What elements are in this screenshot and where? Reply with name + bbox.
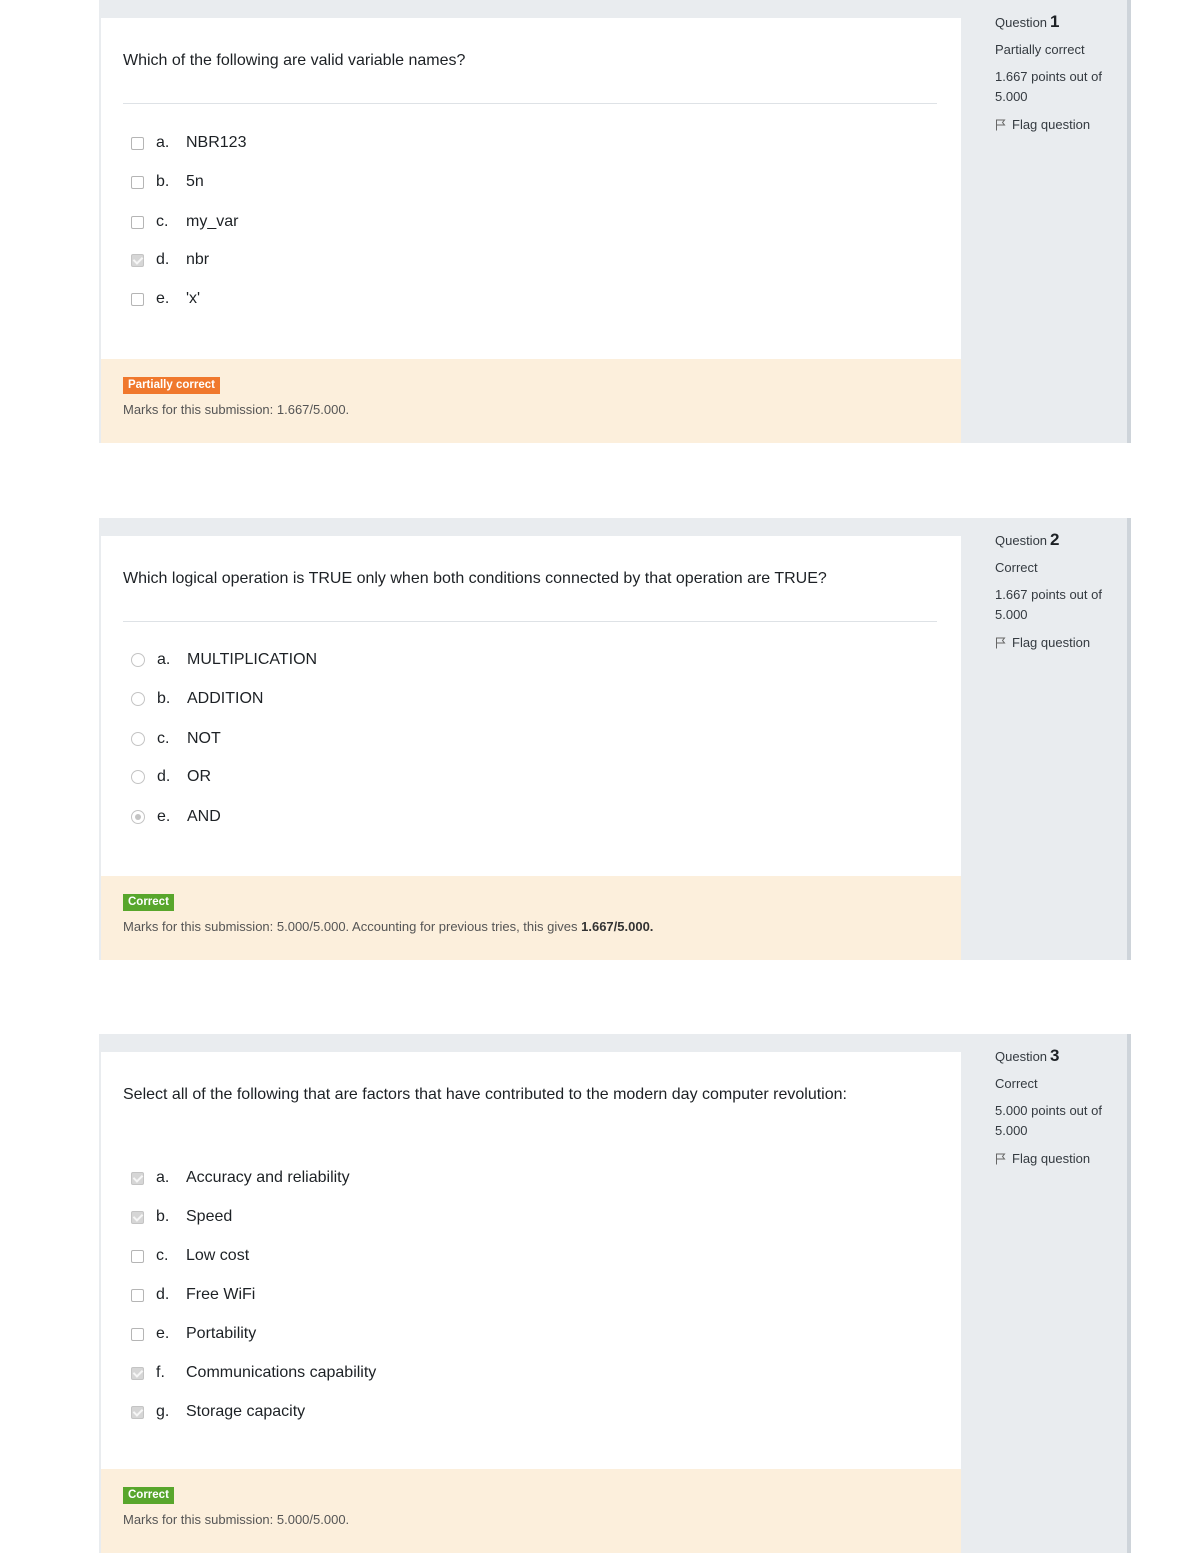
answer-option[interactable]	[131, 249, 209, 271]
question-info	[995, 12, 1125, 132]
divider	[123, 621, 937, 622]
flag-icon	[995, 1153, 1006, 1165]
flag-icon	[995, 119, 1006, 131]
answer-letter: a.	[156, 1169, 170, 1186]
question-content	[101, 18, 961, 443]
answer-letter: a.	[157, 651, 171, 668]
radio-button[interactable]	[131, 770, 145, 784]
marks-text: Marks for this submission: 1.667/5.000.	[123, 402, 350, 417]
answer-text: MULTIPLICATION	[187, 651, 318, 668]
radio-button[interactable]	[131, 653, 145, 667]
answer-option[interactable]	[131, 1245, 249, 1267]
question-state: Partially correct	[995, 42, 1085, 57]
divider	[123, 103, 937, 104]
question-number: 1	[1050, 12, 1060, 31]
answer-letter: d.	[157, 768, 171, 785]
answer-option[interactable]	[131, 1284, 255, 1306]
checkbox-checked[interactable]	[131, 1406, 144, 1419]
answer-text: OR	[187, 768, 211, 785]
answer-letter: e.	[156, 290, 170, 307]
answer-text: my_var	[186, 213, 239, 230]
flag-label[interactable]: Flag question	[1012, 1151, 1091, 1166]
checkbox-checked[interactable]	[131, 1172, 144, 1185]
question-grade: 1.667 points out of 5.000	[995, 587, 1102, 622]
status-badge: Partially correct	[123, 377, 220, 394]
answer-letter: b.	[156, 173, 170, 190]
answer-text: Free WiFi	[186, 1286, 256, 1303]
question-text: Which logical operation is TRUE only when both conditions connected by that operation are TRUE?	[123, 570, 827, 587]
question-label: Question	[995, 15, 1048, 30]
feedback-panel	[101, 876, 961, 960]
answer-letter: c.	[156, 213, 169, 230]
answer-text: Portability	[186, 1325, 257, 1342]
answer-text: ADDITION	[187, 690, 264, 707]
answer-letter: a.	[156, 134, 170, 151]
answer-text: AND	[187, 808, 221, 825]
radio-button[interactable]	[131, 692, 145, 706]
status-badge: Correct	[123, 1487, 174, 1504]
answer-text: 'x'	[186, 290, 201, 307]
answer-option[interactable]	[131, 211, 238, 233]
answer-letter: e.	[157, 808, 171, 825]
answer-letter: c.	[157, 730, 170, 747]
checkbox-checked[interactable]	[131, 254, 144, 267]
answer-text: NOT	[187, 730, 221, 747]
answer-letter: c.	[156, 1247, 169, 1264]
radio-button[interactable]	[131, 732, 145, 746]
answer-text: Speed	[186, 1208, 233, 1225]
checkbox[interactable]	[131, 137, 144, 150]
checkbox[interactable]	[131, 293, 144, 306]
question-text: Select all of the following that are factors that have contributed to the modern day computer revolution:	[123, 1086, 847, 1103]
answer-text: NBR123	[186, 134, 247, 151]
answer-letter: b.	[156, 1208, 170, 1225]
answer-letter: b.	[157, 690, 171, 707]
answer-option[interactable]	[131, 1167, 350, 1189]
answer-text: Accuracy and reliability	[186, 1169, 350, 1186]
flag-question[interactable]	[995, 1151, 1125, 1166]
answer-option[interactable]	[131, 688, 263, 710]
checkbox-checked[interactable]	[131, 1211, 144, 1224]
marks-text	[123, 919, 653, 934]
checkbox-checked[interactable]	[131, 1367, 144, 1380]
question-info	[995, 1046, 1125, 1166]
feedback-panel	[101, 1469, 961, 1553]
question-content	[101, 1052, 961, 1553]
answer-text: nbr	[186, 251, 210, 268]
answer-letter: d.	[156, 1286, 170, 1303]
flag-label[interactable]: Flag question	[1012, 635, 1091, 650]
question-number: 2	[1050, 530, 1060, 549]
question-state: Correct	[995, 1076, 1038, 1091]
answer-option[interactable]	[131, 171, 204, 193]
checkbox[interactable]	[131, 176, 144, 189]
answer-option[interactable]	[131, 766, 211, 788]
answer-text: Storage capacity	[186, 1403, 306, 1420]
marks-text-total: 1.667/5.000.	[581, 919, 654, 934]
answer-text: Low cost	[186, 1247, 250, 1264]
question-grade: 5.000 points out of 5.000	[995, 1103, 1102, 1138]
answer-letter: g.	[156, 1403, 170, 1420]
answer-letter: f.	[156, 1364, 165, 1381]
question-2	[99, 518, 1131, 960]
feedback-panel	[101, 359, 961, 443]
status-badge: Correct	[123, 894, 174, 911]
answer-option[interactable]	[131, 649, 317, 671]
radio-button-selected[interactable]	[131, 810, 145, 824]
question-label: Question	[995, 533, 1048, 548]
marks-text-main: Marks for this submission: 5.000/5.000. Accounting for previous tries, this gives	[123, 919, 578, 934]
answer-option[interactable]	[131, 1323, 256, 1345]
answer-option[interactable]	[131, 1362, 376, 1384]
question-text: Which of the following are valid variable names?	[123, 52, 466, 69]
answer-option[interactable]	[131, 728, 221, 750]
checkbox[interactable]	[131, 216, 144, 229]
question-1	[99, 0, 1131, 443]
checkbox[interactable]	[131, 1289, 144, 1302]
flag-icon	[995, 637, 1006, 649]
flag-question[interactable]	[995, 117, 1125, 132]
answer-text: Communications capability	[186, 1364, 377, 1381]
checkbox[interactable]	[131, 1250, 144, 1263]
answer-option[interactable]	[131, 1206, 232, 1228]
flag-question[interactable]	[995, 635, 1125, 650]
answer-option[interactable]	[131, 288, 200, 310]
marks-text: Marks for this submission: 5.000/5.000.	[123, 1512, 350, 1527]
answer-option[interactable]	[131, 1401, 305, 1423]
flag-label[interactable]: Flag question	[1012, 117, 1091, 132]
question-state: Correct	[995, 560, 1038, 575]
answer-text: 5n	[186, 173, 204, 190]
answer-letter: d.	[156, 251, 170, 268]
question-3	[99, 1034, 1131, 1553]
question-info	[995, 530, 1125, 650]
question-content	[101, 536, 961, 960]
answer-option[interactable]	[131, 806, 221, 828]
question-number: 3	[1050, 1046, 1060, 1065]
question-label: Question	[995, 1049, 1048, 1064]
answer-letter: e.	[156, 1325, 170, 1342]
checkbox[interactable]	[131, 1328, 144, 1341]
answer-option[interactable]	[131, 132, 246, 154]
question-grade: 1.667 points out of 5.000	[995, 69, 1102, 104]
